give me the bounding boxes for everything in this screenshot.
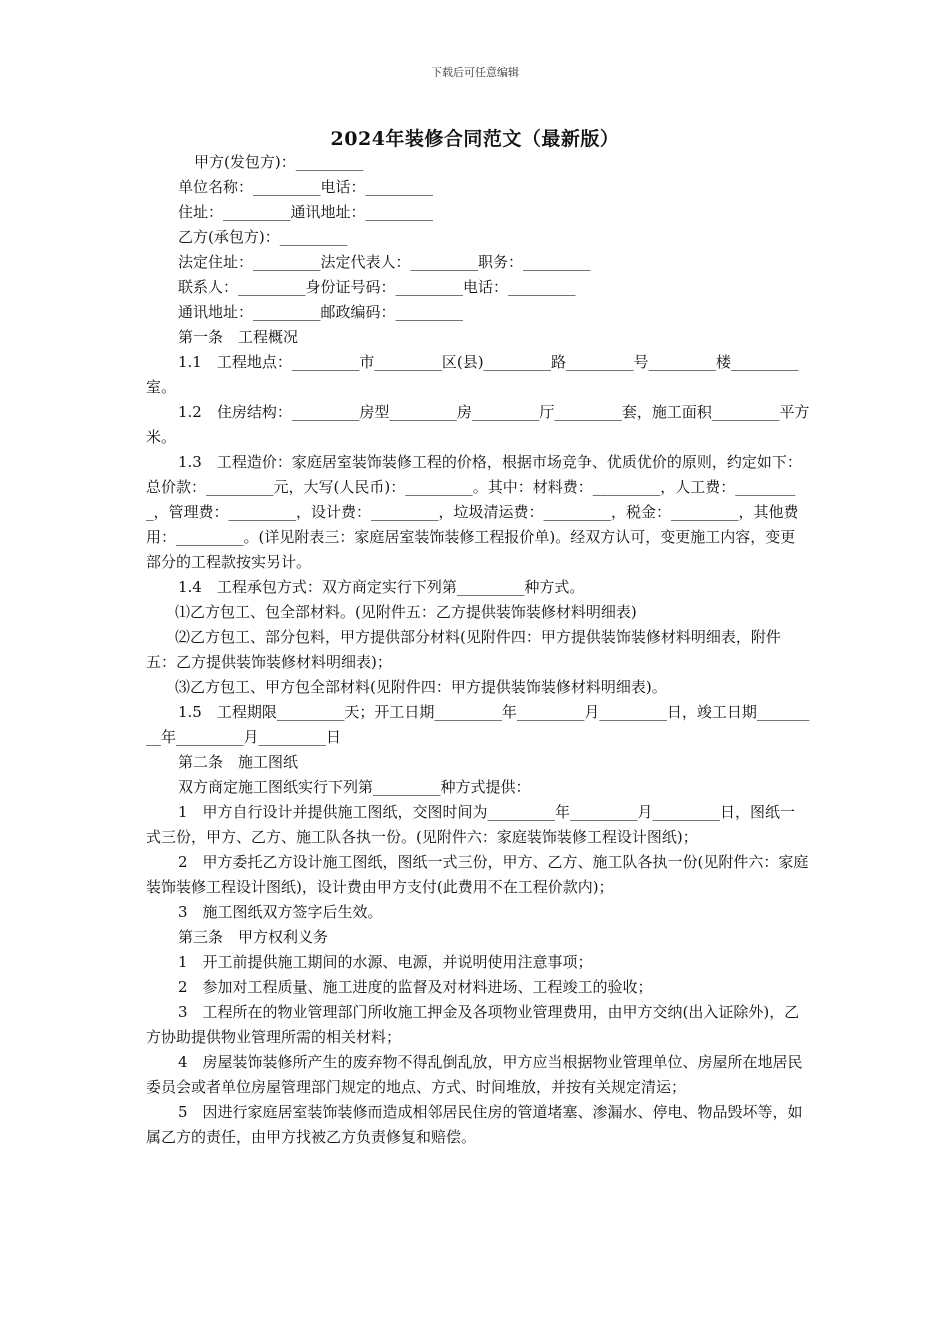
header-note: 下载后可任意编辑 bbox=[431, 66, 519, 79]
paragraph: 1 甲方自行设计并提供施工图纸，交图时间为_________年_________月_________日，图纸一式三份，甲方、乙方、施工队各执一份。(见附件六：家庭装饰装修工程设计图纸)； bbox=[146, 803, 796, 846]
paragraph: 通讯地址：_________邮政编码：_________ bbox=[178, 303, 464, 321]
page-title: 2024年装修合同范文（最新版） bbox=[330, 128, 620, 150]
paragraph: 5 因进行家庭居室装饰装修而造成相邻居民住房的管道堵塞、渗漏水、停电、物品毁坏等，如属乙方的责任，由甲方找被乙方负责修复和赔偿。 bbox=[146, 1103, 803, 1146]
paragraph: 住址：_________通讯地址：_________ bbox=[178, 203, 434, 221]
paragraph: 3 施工图纸双方签字后生效。 bbox=[178, 903, 383, 921]
paragraph: 1.3 工程造价：家庭居室装饰装修工程的价格，根据市场竞争、优质优价的原则，约定如下：总价款：_________元，大写(人民币)：_________。其中：材料费：_________，人工费：_________，管理费：_________，设计费：_________，垃圾清运费：_________，税金：_________，其他费用：_________。(详见附表三：家庭居室装饰装修工程报价单)。经双方认可，变更施工内容，变更部分的工程款按实另计。 bbox=[146, 453, 802, 571]
paragraph: 2 参加对工程质量、施工进度的监督及对材料进场、工程竣工的验收； bbox=[178, 978, 653, 996]
paragraph: 1.4 工程承包方式：双方商定实行下列第_________种方式。 bbox=[178, 578, 585, 596]
paragraph: 第二条 施工图纸 bbox=[178, 753, 299, 771]
paragraph: 1.2 住房结构：_________房型_________房_________厅_________套，施工面积_________平方米。 bbox=[146, 403, 810, 446]
paragraph: 1.1 工程地点：_________市_________区(县)_________路_________号_________楼_________室。 bbox=[146, 353, 799, 396]
paragraph: 双方商定施工图纸实行下列第_________种方式提供： bbox=[178, 778, 531, 796]
paragraph: 4 房屋装饰装修所产生的废弃物不得乱倒乱放，甲方应当根据物业管理单位、房屋所在地居民委员会或者单位房屋管理部门规定的地点、方式、时间堆放，并按有关规定清运； bbox=[146, 1053, 803, 1096]
paragraph: 第一条 工程概况 bbox=[178, 328, 299, 346]
paragraph: 单位名称：_________电话：_________ bbox=[178, 178, 434, 196]
paragraph: 乙方(承包方)：_________ bbox=[178, 228, 348, 246]
paragraph: ⑵乙方包工、部分包料，甲方提供部分材料(见附件四：甲方提供装饰装修材料明细表，附件五：乙方提供装饰装修材料明细表)； bbox=[146, 628, 781, 671]
contract-body bbox=[146, 150, 810, 1150]
paragraph: 甲方(发包方)：_________ bbox=[194, 153, 364, 171]
paragraph: 1.5 工程期限_________天；开工日期_________年_________月_________日，竣工日期_________年_________月_________日 bbox=[146, 703, 810, 746]
paragraph: ⑶乙方包工、甲方包全部材料(见附件四：甲方提供装饰装修材料明细表)。 bbox=[175, 678, 667, 696]
paragraph: 3 工程所在的物业管理部门所收施工押金及各项物业管理费用，由甲方交纳(出入证除外)，乙方协助提供物业管理所需的相关材料； bbox=[146, 1003, 800, 1046]
paragraph: 1 开工前提供施工期间的水源、电源，并说明使用注意事项； bbox=[178, 953, 593, 971]
paragraph: ⑴乙方包工、包全部材料。(见附件五：乙方提供装饰装修材料明细表) bbox=[175, 603, 637, 621]
paragraph: 联系人：_________身份证号码：_________电话：_________ bbox=[178, 278, 576, 296]
paragraph: 法定住址：_________法定代表人：_________职务：_________ bbox=[178, 253, 591, 271]
paragraph: 2 甲方委托乙方设计施工图纸，图纸一式三份，甲方、乙方、施工队各执一份(见附件六：家庭装饰装修工程设计图纸)，设计费由甲方支付(此费用不在工程价款内)； bbox=[146, 853, 809, 896]
paragraph: 第三条 甲方权利义务 bbox=[178, 928, 329, 946]
